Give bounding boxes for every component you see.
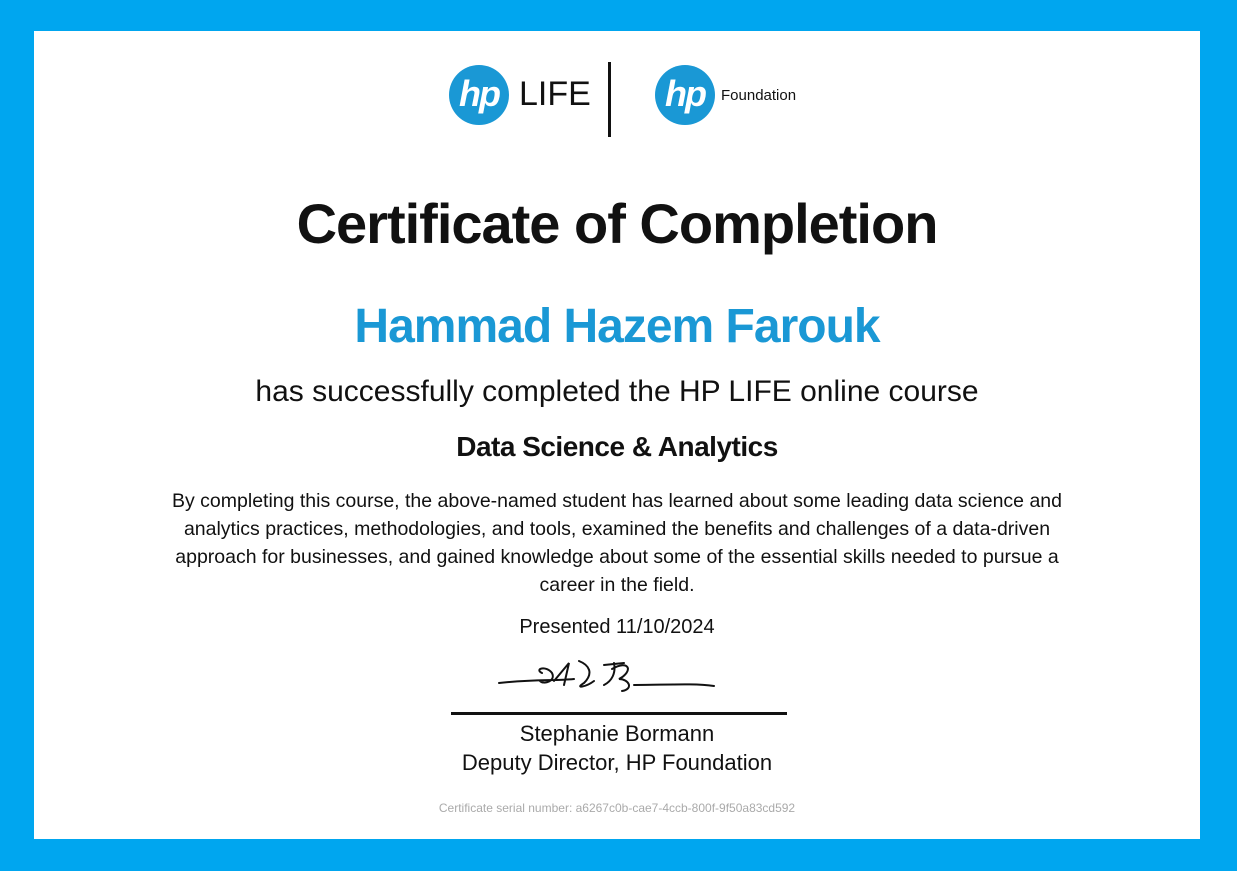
presented-date: Presented 11/10/2024 — [519, 616, 715, 638]
foundation-label: Foundation — [721, 87, 797, 104]
signer-block — [34, 719, 1200, 777]
hp-foundation-logo-icon: hp — [655, 65, 715, 125]
logo-divider — [608, 62, 611, 137]
signature-icon — [494, 651, 744, 696]
certificate-title: Certificate of Completion — [296, 192, 938, 255]
signer-name: Stephanie Bormann — [519, 721, 715, 746]
hp-logo-icon: hp — [449, 65, 509, 125]
serial-number: Certificate serial number: a6267c0b-cae7-4ccb-800f-9f50a83cd592 — [438, 801, 796, 815]
life-label: LIFE — [519, 75, 591, 113]
signature-line — [451, 712, 787, 715]
course-name: Data Science & Analytics — [456, 431, 778, 462]
course-description: By completing this course, the above-named student has learned about some leading data science and analytics practices, methodologies, and tools, examined the benefits and challenges of a data-driven approach for businesses, and gained knowledge about some of the essential skills needed to pursue a career in the field. — [172, 490, 1062, 596]
completion-statement: has successfully completed the HP LIFE online course — [255, 375, 979, 408]
certificate — [34, 31, 1200, 839]
signer-role: Deputy Director, HP Foundation — [461, 750, 773, 775]
recipient-name: Hammad Hazem Farouk — [354, 300, 880, 353]
